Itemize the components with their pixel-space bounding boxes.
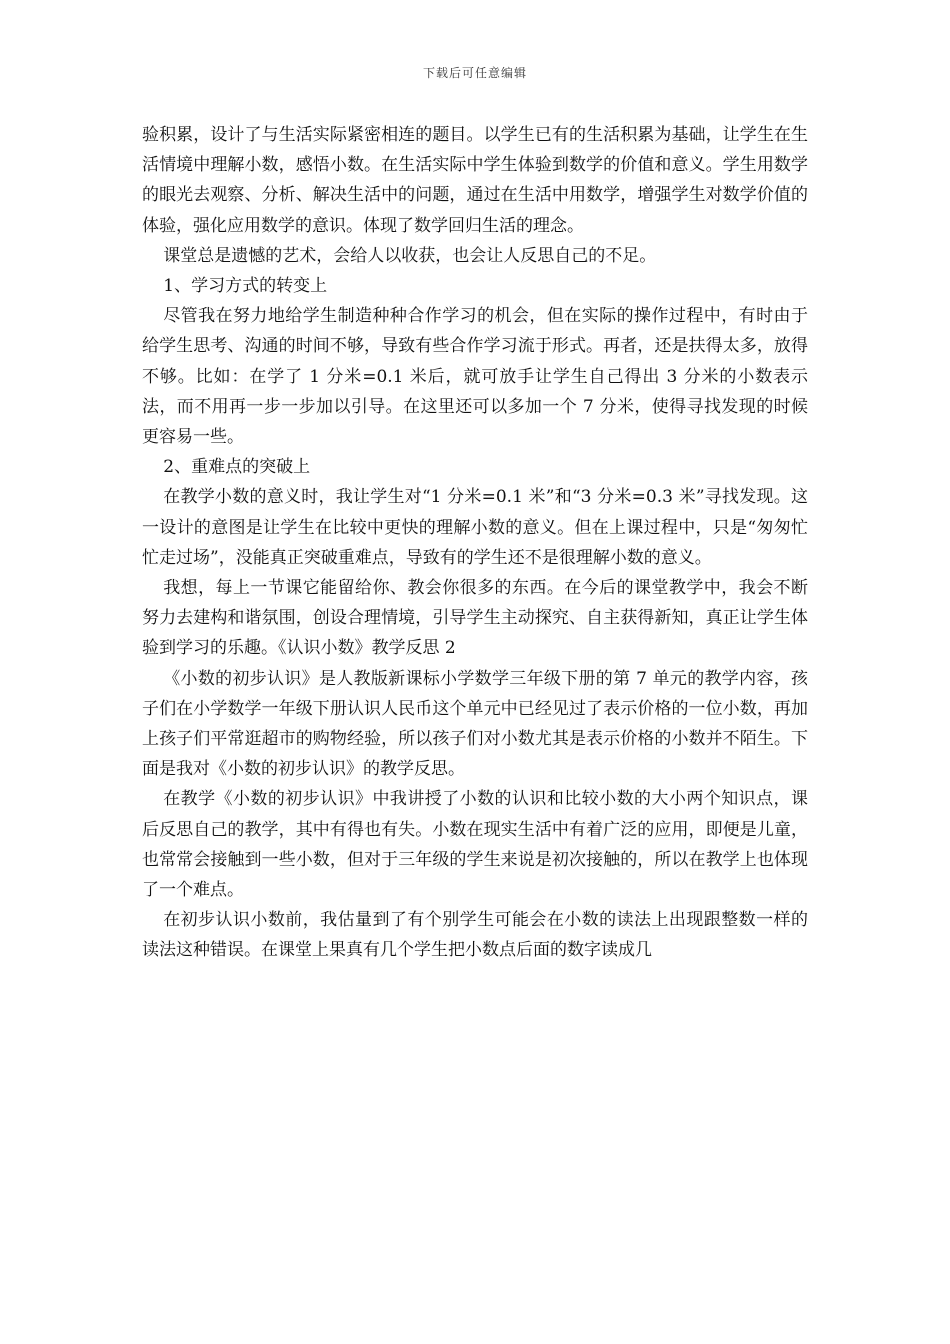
section-heading-key-points: 2、重难点的突破上 — [163, 457, 311, 478]
paragraph-decimal-meaning: 在教学小数的意义时，我让学生对“1 分米=0.1 米”和“3 分米=0.3 米”寻找发现。这一设计的意图是让学生在比较中更快的理解小数的意义。但在上课过程中，只是“匆匆忙忙走过场”，没能真正突破重难点，导致有的学生还不是很理解小数的意义。 — [142, 487, 808, 568]
paragraph-continuation: 验积累，设计了与生活实际紧密相连的题目。以学生已有的生活积累为基础，让学生在生活情境中理解小数，感悟小数。在生活实际中学生体验到数学的价值和意义。学生用数学的眼光去观察、分析、解决生活中的问题，通过在生活中用数学，增强学生对数学价值的体验，强化应用数学的意识。体现了数学回归生活的理念。 — [142, 125, 808, 236]
document-body — [142, 120, 808, 966]
paragraph-cooperative-learning: 尽管我在努力地给学生制造种种合作学习的机会，但在实际的操作过程中，有时由于给学生思考、沟通的时间不够，导致有些合作学习流于形式。再者，还是扶得太多，放得不够。比如：在学了 1 分米=0.1 米后，就可放手让学生自己得出 3 分米的小数表示法，而不用再一步一步加以引导。在这里还可以多加一个 7 分米，使得寻找发现的时候更容易一些。 — [142, 306, 808, 448]
paragraph-reflection-summary: 我想，每上一节课它能留给你、教会你很多的东西。在今后的课堂教学中，我会不断努力去建构和谐氛围，创设合理情境，引导学生主动探究、自主获得新知，真正让学生体验到学习的乐趣。《认识小数》教学反思 2 — [142, 578, 808, 659]
paragraph-textbook-intro: 《小数的初步认识》是人教版新课标小学数学三年级下册的第 7 单元的教学内容，孩子们在小学数学一年级下册认识人民币这个单元中已经见过了表示价格的一位小数，再加上孩子们平常逛超市的购物经验，所以孩子们对小数尤其是表示价格的小数并不陌生。下面是我对《小数的初步认识》的教学反思。 — [142, 668, 808, 780]
page-header: 下载后可任意编辑 — [422, 66, 527, 80]
paragraph-reading-errors: 在初步认识小数前，我估量到了有个别学生可能会在小数的读法上出现跟整数一样的读法这种错误。在课堂上果真有几个学生把小数点后面的数字读成几 — [142, 910, 808, 961]
paragraph-classroom-regret: 课堂总是遗憾的艺术，会给人以收获，也会让人反思自己的不足。 — [163, 245, 657, 266]
section-heading-learning-method: 1、学习方式的转变上 — [163, 276, 328, 297]
paragraph-teaching-points: 在教学《小数的初步认识》中我讲授了小数的认识和比较小数的大小两个知识点，课后反思自己的教学，其中有得也有失。小数在现实生活中有着广泛的应用，即便是儿童，也常常会接触到一些小数，但对于三年级的学生来说是初次接触的，所以在教学上也体现了一个难点。 — [142, 789, 808, 901]
